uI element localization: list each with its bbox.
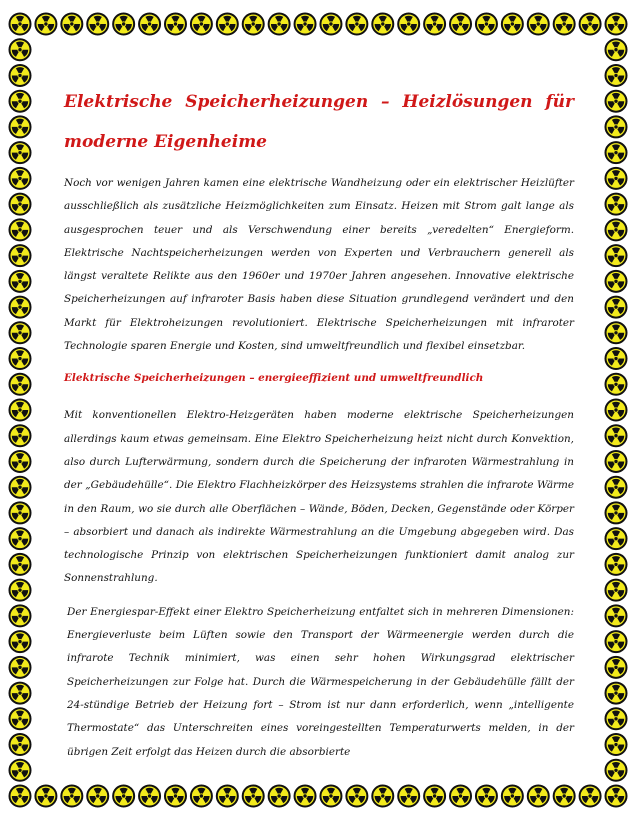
radiation-symbol-icon (476, 786, 497, 807)
radiation-symbol-icon (191, 14, 212, 35)
radiation-symbol-icon (606, 502, 627, 523)
radiation-symbol-icon (10, 683, 31, 704)
radiation-symbol-icon (295, 786, 316, 807)
radiation-symbol-icon (61, 14, 82, 35)
radiation-symbol-icon (606, 297, 627, 318)
radiation-symbol-icon (528, 786, 549, 807)
radiation-symbol-icon (580, 14, 601, 35)
radiation-symbol-icon (139, 14, 160, 35)
radiation-symbol-icon (606, 39, 627, 60)
radiation-symbol-icon (113, 786, 134, 807)
radiation-symbol-icon (606, 683, 627, 704)
radiation-symbol-icon (10, 502, 31, 523)
radiation-symbol-icon (606, 348, 627, 369)
radiation-symbol-icon (35, 14, 56, 35)
radiation-symbol-icon (320, 14, 341, 35)
radiation-symbol-icon (606, 631, 627, 652)
radiation-symbol-icon (10, 297, 31, 318)
radiation-symbol-icon (606, 91, 627, 112)
radiation-symbol-icon (450, 14, 471, 35)
radiation-symbol-icon (61, 786, 82, 807)
radiation-symbol-icon (10, 374, 31, 395)
radiation-symbol-icon (243, 786, 264, 807)
body-paragraph-2: Der Energiespar-Effekt einer Elektro Speicherheizung entfaltet sich in mehreren Dimensionen: Energieverluste beim Lüften sowie den Transport der Wärmeenergie werden durch die infrarote Technik minimiert, was einen sehr hohen Wirkungsgrad elektrischer Speicherheizungen zur Folge hat. Durch die Wärmespeicherung in der Gebäudehülle fällt der 24-stündige Betrieb der Heizung fort – Strom ist nur dann erforderlich, wenn „intelligente Thermostate“ das Unterschreiten eines voreingestellten Temperaturwerts melden, in der übrigen Zeit erfolgt das Heizen durch die absorbierte (67, 605, 574, 758)
radiation-symbol-icon (10, 451, 31, 472)
radiation-symbol-icon (320, 786, 341, 807)
radiation-symbol-icon (606, 245, 627, 266)
radiation-symbol-icon (476, 14, 497, 35)
radiation-symbol-icon (87, 14, 108, 35)
radiation-symbol-icon (10, 400, 31, 421)
radiation-symbol-icon (606, 168, 627, 189)
radiation-symbol-icon (502, 786, 523, 807)
radiation-symbol-icon (10, 425, 31, 446)
intro-paragraph: Noch vor wenigen Jahren kamen eine elektrische Wandheizung oder ein elektrischer Heizlüfter ausschließlich als zusätzliche Heizmöglichkeiten zum Einsatz. Heizen mit Strom galt lange als ausgesprochen teuer und als Verschwendung einer bereits „veredelten“ Energieform. Elektrische Nachtspeicherheizungen werden von Experten und Verbrauchern generell als längst veraltete Relikte aus den 1960er und 1970er Jahren angesehen. Innovative elektrische Speicherheizungen auf infraroter Basis haben diese Situation grundlegend verändert und den Markt für Elektroheizungen revolutioniert. Elektrische Speicherheizungen mit infraroter Technologie sparen Energie und Kosten, sind umweltfreundlich und flexibel einsetzbar. (64, 177, 574, 353)
radiation-symbol-icon (606, 425, 627, 446)
radiation-symbol-icon (10, 786, 31, 807)
radiation-symbol-icon (217, 14, 238, 35)
radiation-symbol-icon (606, 400, 627, 421)
radiation-symbol-icon (10, 708, 31, 729)
radiation-symbol-icon (606, 528, 627, 549)
radiation-symbol-icon (10, 348, 31, 369)
radiation-symbol-icon (10, 554, 31, 575)
radiation-symbol-icon (10, 734, 31, 755)
radiation-symbol-icon (346, 786, 367, 807)
radiation-symbol-icon (346, 14, 367, 35)
radiation-symbol-icon (269, 786, 290, 807)
radiation-symbol-icon (10, 322, 31, 343)
radiation-symbol-icon (10, 168, 31, 189)
radiation-symbol-icon (606, 554, 627, 575)
radiation-symbol-icon (606, 116, 627, 137)
radiation-symbol-icon (10, 657, 31, 678)
radiation-symbol-icon (372, 786, 393, 807)
radiation-symbol-icon (191, 786, 212, 807)
radiation-symbol-icon (10, 65, 31, 86)
radiation-symbol-icon (295, 14, 316, 35)
radiation-symbol-icon (165, 14, 186, 35)
radiation-symbol-icon (424, 14, 445, 35)
radiation-symbol-icon (10, 91, 31, 112)
radiation-symbol-icon (502, 14, 523, 35)
radiation-symbol-icon (580, 786, 601, 807)
section-subheading: Elektrische Speicherheizungen – energieeffizient und umweltfreundlich (64, 372, 484, 385)
radiation-symbol-icon (606, 605, 627, 626)
radiation-symbol-icon (606, 760, 627, 781)
radiation-symbol-icon (10, 477, 31, 498)
radiation-symbol-icon (606, 271, 627, 292)
radiation-symbol-icon (10, 271, 31, 292)
radiation-symbol-icon (606, 374, 627, 395)
radiation-symbol-icon (450, 786, 471, 807)
radiation-symbol-icon (10, 219, 31, 240)
radiation-symbol-icon (10, 605, 31, 626)
radiation-symbol-icon (10, 39, 31, 60)
radiation-symbol-icon (243, 14, 264, 35)
radiation-symbol-icon (269, 14, 290, 35)
radiation-symbol-icon (372, 14, 393, 35)
radiation-symbol-icon (606, 786, 627, 807)
radiation-symbol-icon (10, 580, 31, 601)
radiation-symbol-icon (606, 477, 627, 498)
radiation-symbol-icon (606, 14, 627, 35)
radiation-symbol-icon (398, 14, 419, 35)
radiation-symbol-icon (606, 194, 627, 215)
radiation-symbol-icon (10, 14, 31, 35)
radiation-symbol-icon (113, 14, 134, 35)
radiation-symbol-icon (554, 14, 575, 35)
radiation-symbol-icon (10, 116, 31, 137)
radiation-symbol-icon (606, 708, 627, 729)
radiation-symbol-icon (606, 65, 627, 86)
body-paragraph-1: Mit konventionellen Elektro-Heizgeräten haben moderne elektrische Speicherheizungen allerdings kaum etwas gemeinsam. Eine Elektro Speicherheizung heizt nicht durch Konvektion, also durch Lufterwärmung, sondern durch die Speicherung der infraroten Wärmestrahlung in der „Gebäudehülle“. Die Elektro Flachheizkörper des Heizsystems strahlen die infrarote Wärme in den Raum, wo sie durch alle Oberflächen – Wände, Böden, Decken, Gegenstände oder Körper – absorbiert und danach als indirekte Wärmestrahlung an die Umgebung abgegeben wird. Das technologische Prinzip von elektrischen Speicherheizungen funktioniert damit analog zur Sonnenstrahlung. (64, 409, 574, 585)
radiation-symbol-icon (606, 142, 627, 163)
radiation-symbol-icon (606, 451, 627, 472)
radiation-symbol-icon (10, 194, 31, 215)
radiation-symbol-icon (606, 734, 627, 755)
radiation-symbol-icon (165, 786, 186, 807)
document-title: Elektrische Speicherheizungen – Heizlösungen für moderne Eigenheime (64, 92, 574, 152)
radiation-symbol-icon (606, 580, 627, 601)
radiation-symbol-icon (10, 631, 31, 652)
radiation-symbol-icon (35, 786, 56, 807)
radiation-symbol-icon (217, 786, 238, 807)
radiation-symbol-icon (87, 786, 108, 807)
radiation-symbol-icon (554, 786, 575, 807)
radiation-symbol-icon (398, 786, 419, 807)
radiation-symbol-icon (606, 657, 627, 678)
radiation-symbol-icon (528, 14, 549, 35)
radiation-symbol-icon (10, 760, 31, 781)
radiation-symbol-icon (139, 786, 160, 807)
radiation-symbol-icon (606, 322, 627, 343)
radiation-symbol-icon (424, 786, 445, 807)
radiation-symbol-icon (10, 528, 31, 549)
document-body (64, 82, 574, 774)
radiation-symbol-icon (606, 219, 627, 240)
radiation-symbol-icon (10, 245, 31, 266)
radiation-symbol-icon (10, 142, 31, 163)
